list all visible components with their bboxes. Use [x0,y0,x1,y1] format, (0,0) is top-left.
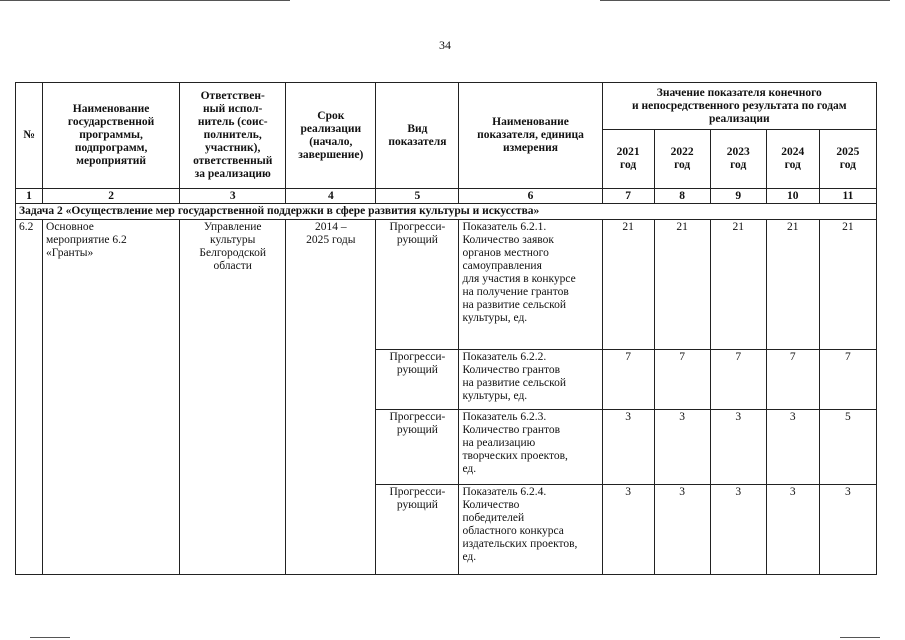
indicator-value-2022: 3 [654,410,710,485]
top-edge-line-right [600,0,890,1]
indicator-value-2025: 5 [819,410,876,485]
indicator-value-2021: 3 [602,410,654,485]
column-number: 9 [710,189,766,204]
indicator-name: Показатель 6.2.1. Количество заявок органов местного самоуправления для участия в конкурсе на получение грантов на развитие сельской культуры, ед. [459,220,602,350]
indicator-value-2023: 3 [710,410,766,485]
header-num: № [16,83,43,189]
page-number: 34 [439,38,451,52]
column-number: 7 [602,189,654,204]
task-heading: Задача 2 «Осуществление мер государственной поддержки в сфере развития культуры и искусства» [16,204,877,220]
indicator-value-2022: 21 [654,220,710,350]
header-values-group: Значение показателя конечного и непосредственного результата по годам реализации [602,83,876,130]
indicator-type: Прогресси- рующий [376,485,459,575]
header-year-2021: 2021 год [602,130,654,189]
header-period: Срок реализации (начало, завершение) [286,83,376,189]
indicator-value-2025: 21 [819,220,876,350]
indicator-value-2024: 21 [766,220,819,350]
column-number: 4 [286,189,376,204]
column-number: 10 [766,189,819,204]
top-edge-line-left [0,0,290,1]
indicator-type: Прогресси- рующий [376,350,459,410]
column-number: 3 [180,189,286,204]
bottom-edge-line-left [30,637,70,638]
indicator-value-2024: 7 [766,350,819,410]
indicator-value-2024: 3 [766,410,819,485]
activity-num: 6.2 [16,220,43,575]
indicator-value-2025: 3 [819,485,876,575]
indicator-value-2023: 21 [710,220,766,350]
header-year-2023: 2023 год [710,130,766,189]
indicator-row [16,220,877,350]
column-number: 5 [376,189,459,204]
column-number: 1 [16,189,43,204]
column-number: 2 [43,189,180,204]
header-year-2022: 2022 год [654,130,710,189]
column-number: 6 [459,189,602,204]
header-name: Наименование государственной программы, подпрограмм, мероприятий [43,83,180,189]
column-number: 11 [819,189,876,204]
column-numbers-row [16,189,877,204]
indicator-value-2025: 7 [819,350,876,410]
activity-period: 2014 – 2025 годы [286,220,376,575]
indicator-value-2022: 3 [654,485,710,575]
bottom-edge-line-right [840,637,880,638]
header-responsible: Ответствен- ный испол- нитель (соис- полнитель, участник), ответственный за реализацию [180,83,286,189]
indicator-value-2024: 3 [766,485,819,575]
indicator-name: Показатель 6.2.3. Количество грантов на реализацию творческих проектов, ед. [459,410,602,485]
indicator-name: Показатель 6.2.4. Количество победителей областного конкурса издательских проектов, ед. [459,485,602,575]
column-number: 8 [654,189,710,204]
indicator-value-2022: 7 [654,350,710,410]
indicator-value-2023: 7 [710,350,766,410]
indicator-value-2021: 3 [602,485,654,575]
activity-name: Основное мероприятие 6.2 «Гранты» [43,220,180,575]
indicator-type: Прогресси- рующий [376,220,459,350]
header-year-2025: 2025 год [819,130,876,189]
indicator-name: Показатель 6.2.2. Количество грантов на развитие сельской культуры, ед. [459,350,602,410]
header-year-2024: 2024 год [766,130,819,189]
indicators-table [15,82,877,575]
indicator-value-2021: 21 [602,220,654,350]
header-indicator: Наименование показателя, единица измерения [459,83,602,189]
header-type: Вид показателя [376,83,459,189]
indicator-value-2021: 7 [602,350,654,410]
activity-responsible: Управление культуры Белгородской области [180,220,286,575]
indicator-type: Прогресси- рующий [376,410,459,485]
indicator-value-2023: 3 [710,485,766,575]
